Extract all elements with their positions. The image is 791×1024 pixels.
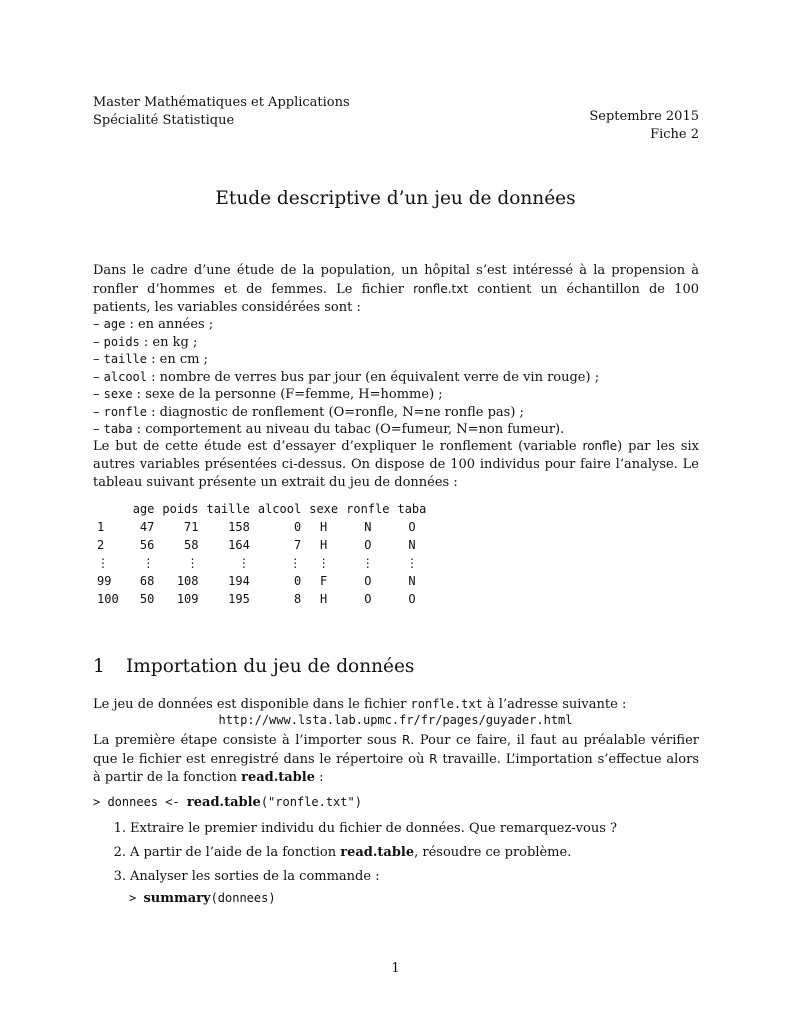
table-cell: ⋮ [361,556,374,570]
table-cell: F [320,574,328,588]
table-cell: O [364,592,372,606]
table-cell: 71 [184,520,199,534]
sheet-label: Fiche 2 [650,127,699,142]
import-instructions-paragraph [93,731,699,787]
variable-name: alcool [103,369,147,384]
list-dash: – [93,387,100,402]
code-args: ("ronfle.txt") [260,795,362,809]
table-cell: 100 [97,592,119,606]
table-cell: H [320,538,328,552]
variable-desc: : en cm ; [147,352,208,367]
code-prompt: > donnees <- [93,795,187,809]
question-item [93,820,617,844]
table-cell: 2 [97,538,105,552]
column-header: ronfle [346,502,390,516]
function-name: read.table [340,845,415,860]
data-url: http://www.lsta.lab.upmc.fr/fr/pages/guyader.html [218,713,573,727]
question-list [93,820,617,892]
table-cell: ⋮ [317,556,330,570]
code-line-read-table [93,795,362,810]
list-dash: – [93,369,100,385]
column-header: taille [206,502,250,516]
question-text: Extraire le premier individu du fichier de données. Que remarquez-vous ? [130,821,617,836]
table-cell: 68 [139,574,155,588]
variable-name: taille [103,352,147,366]
question-text: Analyser les sorties de la commande : [130,869,380,884]
import-file-name: ronfle.txt [410,697,483,711]
table-cell: 109 [176,592,199,606]
table-cell: 50 [139,592,155,606]
import-text-1: Le jeu de données est disponible dans le fichier [93,697,411,712]
function-name: read.table [241,770,315,785]
table-row [93,536,430,554]
intro-text-2: contient un échantillon de 100 patients, les variables considérées sont : [93,282,699,315]
variable-name: sexe [103,387,133,401]
list-dash: – [93,352,100,367]
variable-item [93,404,599,422]
question-item [93,868,617,892]
table-row-ellipsis [93,554,430,572]
variable-item [93,334,599,352]
column-header: taba [397,502,427,516]
import-instr-text-1: La première étape consiste à l’importer sous [93,733,402,748]
intro-file-name: ronfle.txt [413,282,469,296]
section-heading [93,656,414,677]
table-cell: ⋮ [289,556,302,570]
table-cell: 1 [97,520,105,534]
question-number: 2. [113,845,126,860]
table-cell: O [408,520,416,534]
table-row [93,590,430,608]
data-extract-table [93,500,430,608]
question-text: A partir de l’aide de la fonction [130,845,341,860]
table-cell: H [320,520,328,534]
variable-name: taba [103,422,133,436]
table-header-row [93,500,430,518]
table-cell: ⋮ [142,556,155,570]
column-header: poids [162,502,199,516]
purpose-text-2: ) par les six autres variables présentées ci-dessus. On dispose de 100 individus pour faire l’analyse. Le tableau suivant présente un extrait du jeu de données : [93,439,699,490]
table-cell: 8 [293,592,302,606]
import-text-2: à l’adresse suivante : [482,697,627,712]
intro-text-1: Dans le cadre d’une étude de la population, un hôpital s’est intéressé à la propension à ronfler d’hommes et de femmes. Le fichier [93,263,699,297]
table-cell: 58 [184,538,199,552]
table-cell: 108 [176,574,199,588]
table-cell: O [364,538,372,552]
variable-item [93,421,599,439]
software-name: R [429,752,438,766]
import-instr-text-3: travaille. L’importation s’effectue alors à partir de la fonction [93,752,699,785]
list-dash: – [93,317,100,332]
code-function: read.table [186,795,261,810]
table-cell: 194 [228,574,250,588]
table-row [93,572,430,590]
table-cell: 164 [228,538,250,552]
question-number: 1. [113,821,126,836]
purpose-paragraph [93,437,699,492]
header-left [93,94,350,130]
page-number: 1 [391,961,400,976]
specialty-name: Spécialité Statistique [93,113,235,128]
variable-desc: : en années ; [125,317,214,332]
table-row [93,518,430,536]
section-number: 1 [93,656,105,677]
import-instr-text-2: . Pour ce faire, il faut au préalable vérifier que le fichier est enregistré dans le répertoire où [93,733,699,767]
question-number: 3. [113,869,126,884]
table-cell: 99 [97,574,112,588]
table-cell: ⋮ [97,556,109,570]
question-item [93,844,617,868]
variable-item [93,351,599,369]
variable-name: ronfle [103,404,147,419]
header-right [589,108,699,144]
code-function: summary [143,891,211,906]
code-line-summary [129,891,276,906]
variable-item [93,369,599,387]
code-args: (donnees) [210,891,276,905]
variable-name: poids [103,334,140,349]
import-paragraph [93,695,699,714]
variable-desc: : comportement au niveau du tabac (O=fumeur, N=non fumeur). [132,422,565,437]
intro-paragraph [93,262,699,317]
variable-item [93,316,599,334]
table-cell: 0 [293,574,302,588]
table-cell: N [408,574,416,588]
table-cell: 195 [228,592,250,606]
table-cell: 0 [293,520,302,534]
document-title: Etude descriptive d’un jeu de données [215,188,576,209]
code-prompt: > [129,891,144,905]
table-cell: 56 [139,538,155,552]
table-cell: 47 [139,520,155,534]
list-dash: – [93,404,100,420]
list-dash: – [93,334,100,350]
column-header: alcool [257,502,302,516]
section-title: Importation du jeu de données [126,656,415,677]
variable-name: age [103,317,126,331]
purpose-variable: ronfle [582,439,618,453]
variable-item [93,386,599,404]
list-dash: – [93,422,100,437]
variable-desc: : diagnostic de ronflement (O=ronfle, N=ne ronfle pas) ; [147,404,524,420]
variable-desc: : sexe de la personne (F=femme, H=homme) ; [132,387,443,402]
table-cell: N [408,538,416,552]
table-cell: N [364,520,372,534]
question-text: , résoudre ce problème. [414,845,572,860]
table-cell: O [408,592,416,606]
table-cell: 158 [228,520,250,534]
program-name: Master Mathématiques et Applications [93,95,350,110]
table-cell: O [364,574,372,588]
table-cell: 7 [293,538,302,552]
software-name: R [401,733,411,747]
variable-desc: : nombre de verres bus par jour (en équivalent verre de vin rouge) ; [147,369,600,385]
variable-list [93,316,599,439]
table-cell: H [320,592,328,606]
table-cell: ⋮ [186,556,199,570]
table-cell: ⋮ [237,556,250,570]
index-header [93,500,129,518]
column-header: age [132,502,155,516]
column-header: sexe [309,502,339,516]
date-label: Septembre 2015 [589,109,699,124]
import-instr-text-4: : [314,770,324,785]
purpose-text-1: Le but de cette étude est d’essayer d’expliquer le ronflement (variable [93,439,583,454]
variable-desc: : en kg ; [139,334,198,350]
table-cell: ⋮ [405,556,418,570]
